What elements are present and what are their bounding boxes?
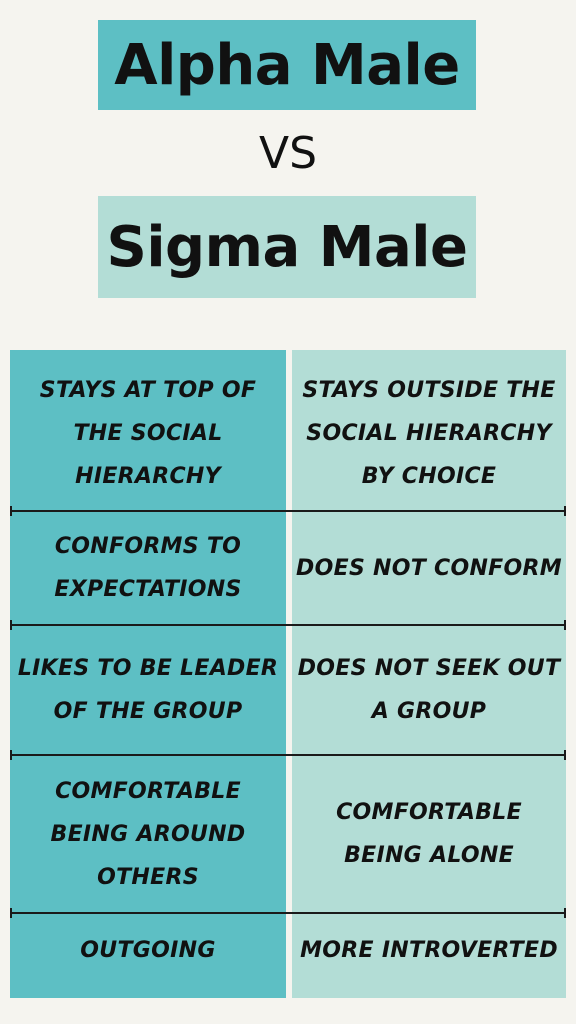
sigma-trait: STAYS OUTSIDE THE SOCIAL HIERARCHY BY CHOICE (302, 377, 556, 489)
comparison-row (10, 760, 566, 908)
sigma-trait: MORE INTROVERTED (300, 937, 558, 963)
alpha-trait: CONFORMS TO EXPECTATIONS (54, 534, 242, 602)
sigma-trait: DOES NOT SEEK OUT A GROUP (297, 656, 561, 724)
alpha-trait: STAYS AT TOP OF THE SOCIAL HIERARCHY (39, 377, 257, 489)
row-divider (10, 912, 566, 914)
sigma-trait: DOES NOT CONFORM (296, 555, 562, 581)
vs-label: VS (258, 128, 318, 179)
row-divider (10, 624, 566, 626)
row-divider (10, 754, 566, 756)
sigma-male-title: Sigma Male (98, 196, 476, 298)
comparison-row (10, 516, 566, 620)
alpha-trait: LIKES TO BE LEADER OF THE GROUP (17, 656, 279, 724)
alpha-trait: COMFORTABLE BEING AROUND OTHERS (50, 778, 246, 890)
alpha-trait: OUTGOING (80, 937, 216, 963)
comparison-row (10, 630, 566, 750)
row-divider (10, 510, 566, 512)
sigma-trait: COMFORTABLE BEING ALONE (336, 800, 522, 868)
alpha-male-title: Alpha Male (98, 20, 476, 110)
comparison-row (10, 918, 566, 982)
comparison-row (10, 360, 566, 506)
